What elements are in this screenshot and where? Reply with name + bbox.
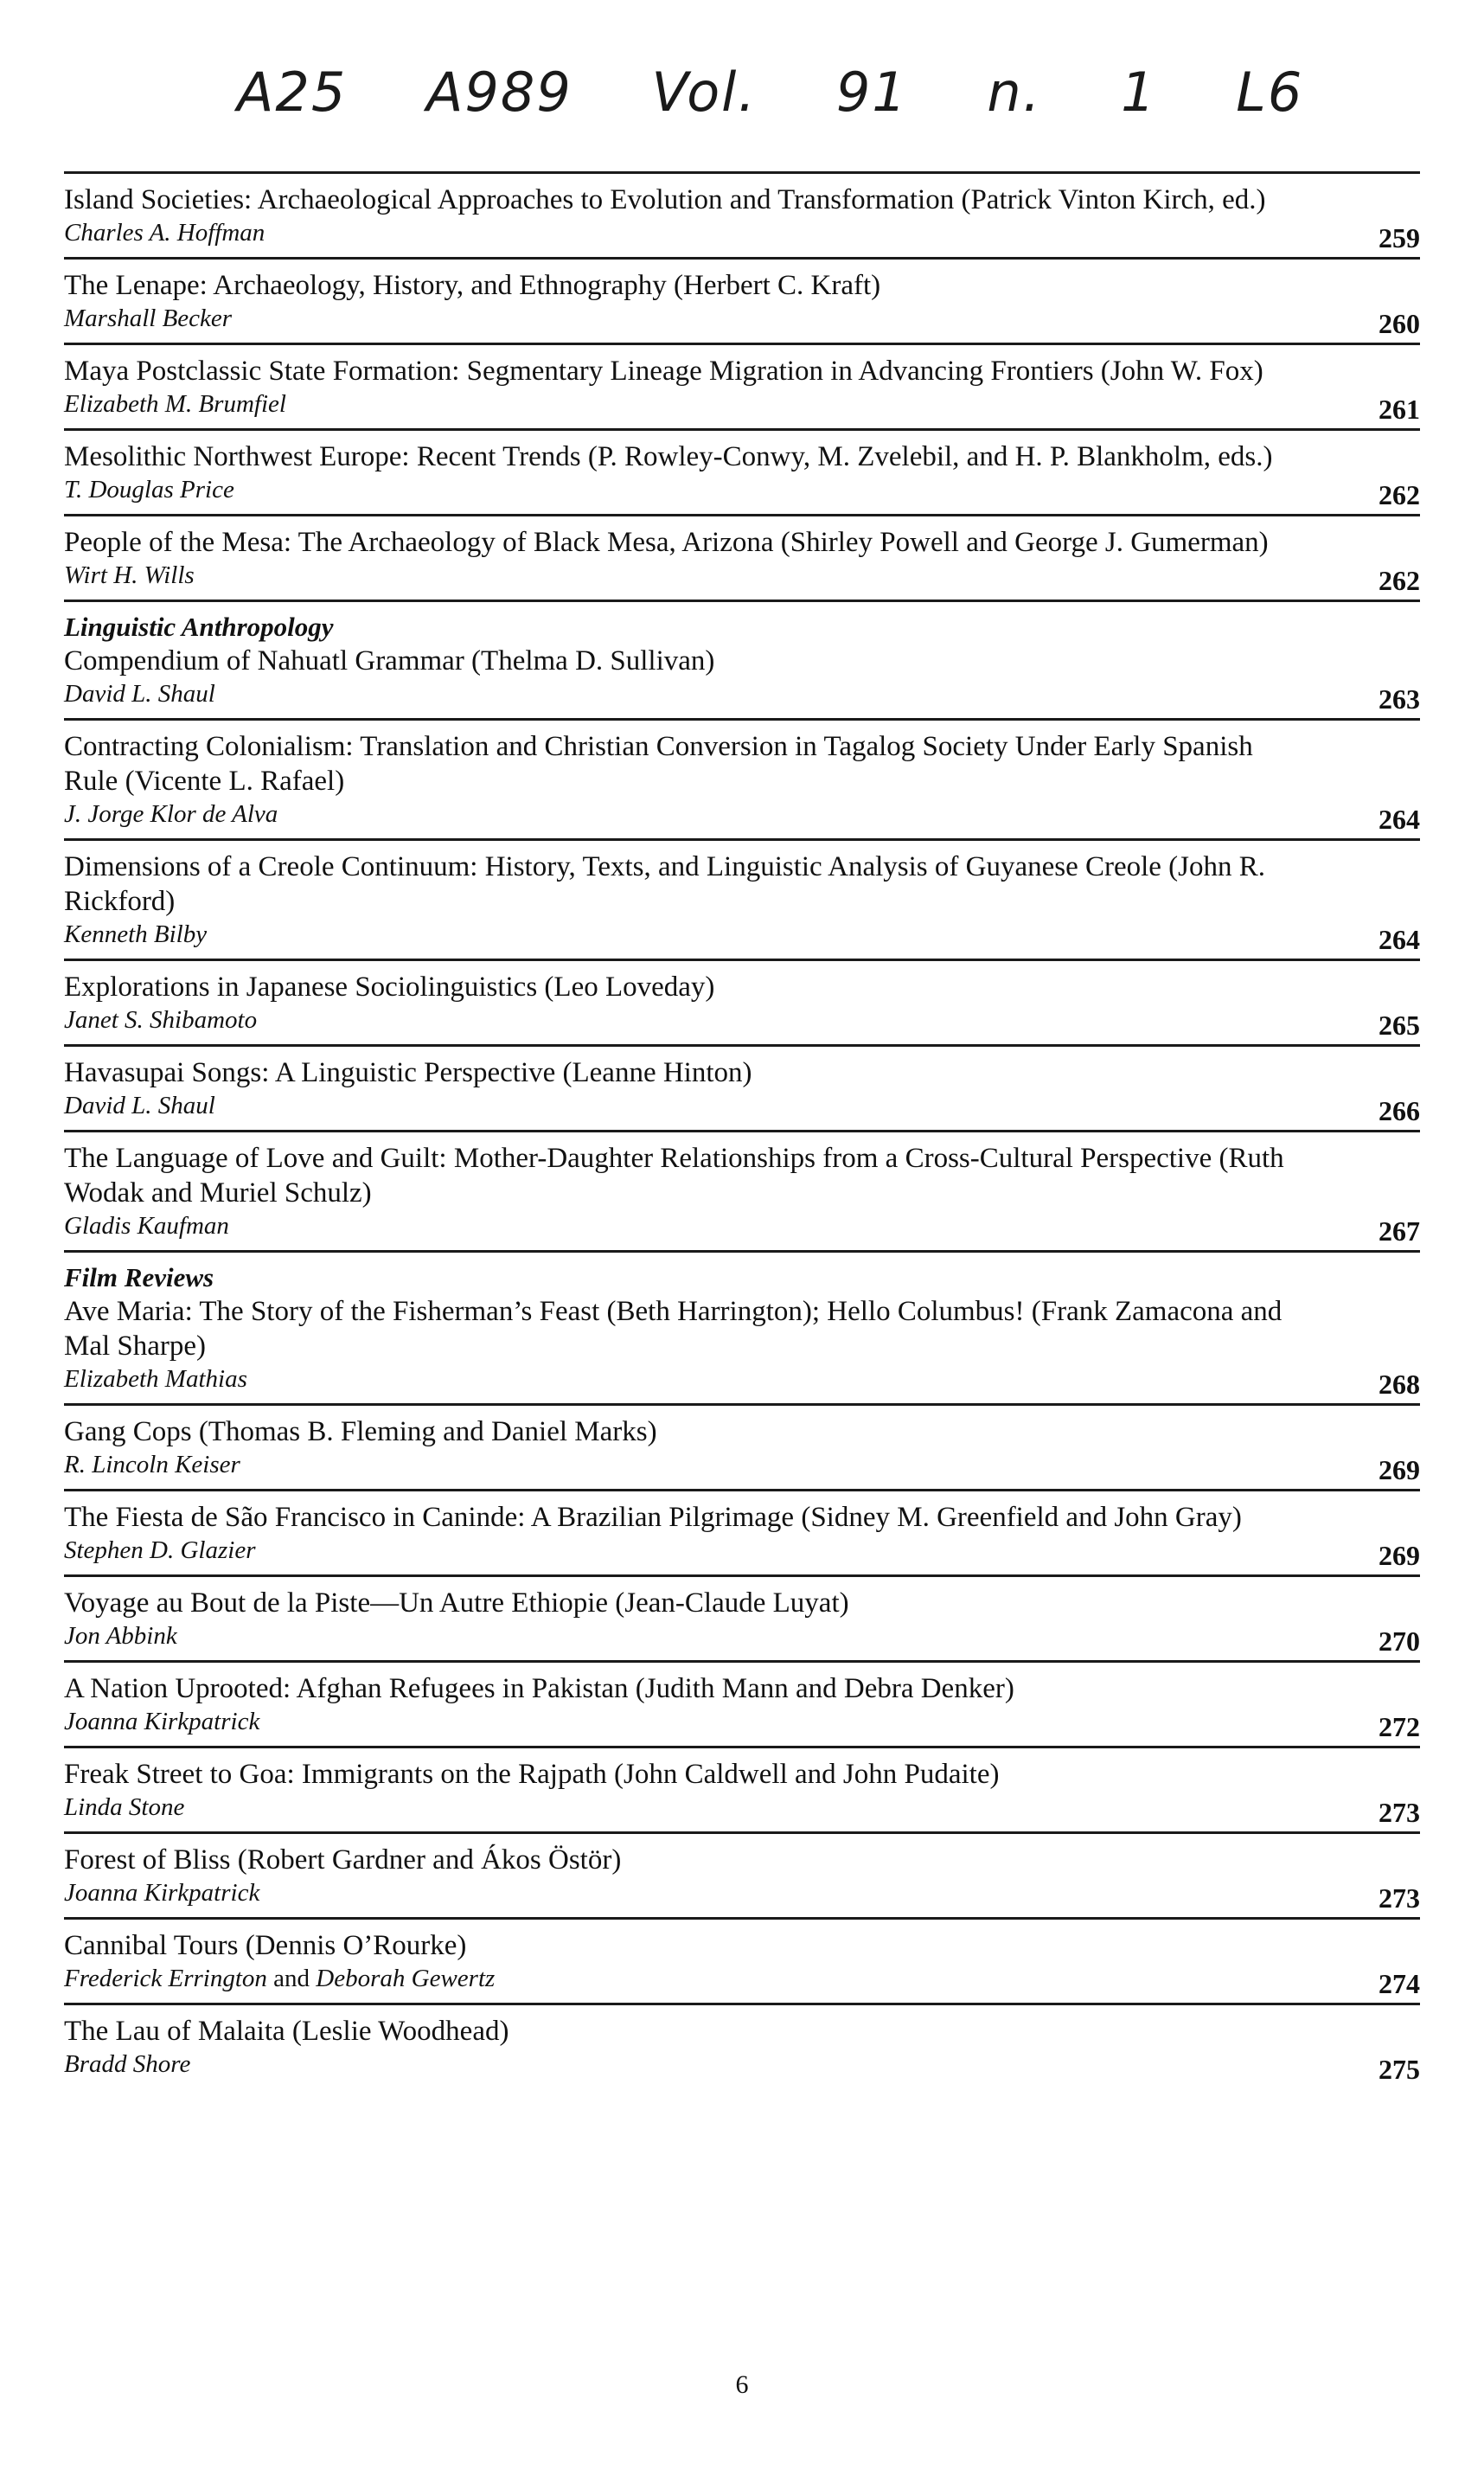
reviewer-row (64, 1210, 1420, 1247)
reviewer-name (64, 1090, 215, 1121)
reviewer-name (64, 678, 215, 709)
reviewer-primary: Elizabeth Mathias (64, 1365, 247, 1393)
reviewer-name (64, 303, 232, 334)
reviewer-row (64, 1620, 1420, 1657)
entry-page-number: 269 (1378, 1540, 1420, 1571)
reviewer-name (64, 1706, 259, 1737)
toc-entry (64, 1403, 1420, 1489)
reviewer-name (64, 1963, 495, 1994)
reviewer-primary: Charles A. Hoffman (64, 219, 265, 247)
toc-entry (64, 1831, 1420, 1917)
toc-entry (64, 1489, 1420, 1574)
toc-entry (64, 171, 1420, 257)
reviewer-primary: Marshall Becker (64, 305, 233, 332)
entry-title: Forest of Bliss (Robert Gardner and Ákos Östör) (64, 1844, 622, 1876)
toc-entry (64, 1130, 1420, 1250)
reviewer-row (64, 217, 1420, 253)
reviewer-primary: Jon Abbink (64, 1622, 177, 1650)
reviewer-row (64, 1877, 1420, 1914)
toc-entry (64, 1660, 1420, 1746)
entry-title: Havasupai Songs: A Linguistic Perspective (Leanne Hinton) (64, 1057, 752, 1088)
reviewer-primary: Linda Stone (64, 1793, 185, 1821)
reviewer-row (64, 1449, 1420, 1485)
entry-page-number: 268 (1378, 1369, 1420, 1400)
reviewer-row (64, 1004, 1420, 1041)
toc-entry (64, 959, 1420, 1044)
entry-title: Ave Maria: The Story of the Fisherman’s Feast (Beth Harrington); Hello Columbus! (Frank Zamacona and Mal Sharpe) (64, 1296, 1283, 1362)
entry-page-number: 265 (1378, 1010, 1420, 1041)
toc-entry (64, 1917, 1420, 2003)
toc-entry (64, 838, 1420, 959)
toc-entry (64, 1044, 1420, 1130)
toc-entry (64, 600, 1420, 718)
entry-page-number: 259 (1378, 222, 1420, 253)
toc-entry (64, 343, 1420, 428)
entry-title: The Language of Love and Guilt: Mother-Daughter Relationships from a Cross-Cultural Perspective (Ruth Wodak and Muriel Schulz) (64, 1143, 1284, 1209)
entry-title: The Lenape: Archaeology, History, and Ethnography (Herbert C. Kraft) (64, 270, 881, 301)
entry-page-number: 273 (1378, 1882, 1420, 1914)
entry-title: Dimensions of a Creole Continuum: History, Texts, and Linguistic Analysis of Guyanese Creole (John R. Rickford) (64, 851, 1266, 917)
reviewer-primary: Joanna Kirkpatrick (64, 1879, 260, 1907)
reviewer-secondary: Deborah Gewertz (316, 1965, 496, 1992)
entry-page-number: 261 (1378, 394, 1420, 425)
reviewer-row (64, 388, 1420, 425)
toc-entry (64, 718, 1420, 838)
reviewer-row (64, 678, 1420, 715)
entry-page-number: 270 (1378, 1626, 1420, 1657)
entry-title: Gang Cops (Thomas B. Fleming and Daniel Marks) (64, 1416, 657, 1447)
reviewer-primary: David L. Shaul (64, 1092, 215, 1119)
reviewer-name (64, 1449, 240, 1480)
entry-title: A Nation Uprooted: Afghan Refugees in Pakistan (Judith Mann and Debra Denker) (64, 1673, 1014, 1704)
entry-title: The Fiesta de São Francisco in Caninde: A Brazilian Pilgrimage (Sidney M. Greenfield and John Gray) (64, 1502, 1242, 1533)
reviewer-name (64, 2049, 190, 2080)
reviewer-primary: Wirt H. Wills (64, 561, 195, 589)
entry-page-number: 273 (1378, 1797, 1420, 1828)
reviewer-name (64, 1792, 184, 1823)
entry-title: Freak Street to Goa: Immigrants on the Rajpath (John Caldwell and John Pudaite) (64, 1759, 1000, 1790)
reviewer-name (64, 474, 234, 505)
entry-title: Compendium of Nahuatl Grammar (Thelma D. Sullivan) (64, 645, 715, 677)
reviewer-row (64, 798, 1420, 835)
entry-page-number: 272 (1378, 1711, 1420, 1742)
entry-title: Cannibal Tours (Dennis O’Rourke) (64, 1930, 467, 1961)
page-number: 6 (735, 2370, 749, 2399)
entry-page-number: 267 (1378, 1215, 1420, 1247)
reviewer-name (64, 798, 278, 830)
entry-title: Maya Postclassic State Formation: Segmentary Lineage Migration in Advancing Frontiers (John W. Fox) (64, 356, 1263, 387)
entry-page-number: 260 (1378, 308, 1420, 339)
handwritten-call-number: A25 A989 Vol. 91 n. 1 L6 (237, 61, 1304, 124)
entry-title: Mesolithic Northwest Europe: Recent Trends (P. Rowley-Conwy, M. Zvelebil, and H. P. Blankholm, eds.) (64, 441, 1273, 472)
toc-entry (64, 257, 1420, 343)
reviewer-primary: R. Lincoln Keiser (64, 1451, 240, 1478)
toc-entry (64, 1574, 1420, 1660)
toc-entry (64, 514, 1420, 600)
reviewer-row (64, 303, 1420, 339)
reviewer-name (64, 1535, 256, 1566)
reviewer-row (64, 1363, 1420, 1400)
section-heading: Linguistic Anthropology (64, 612, 334, 642)
reviewer-name (64, 919, 207, 950)
reviewer-primary: Bradd Shore (64, 2050, 191, 2078)
reviewer-row (64, 2049, 1420, 2085)
reviewer-name (64, 217, 265, 248)
reviewer-name (64, 1877, 259, 1908)
table-of-contents (64, 171, 1420, 2088)
reviewer-row (64, 1963, 1420, 1999)
entry-title: Island Societies: Archaeological Approaches to Evolution and Transformation (Patrick Vinton Kirch, ed.) (64, 184, 1266, 215)
entry-title: Explorations in Japanese Sociolinguistics (Leo Loveday) (64, 971, 715, 1003)
toc-entry (64, 1250, 1420, 1403)
entry-page-number: 262 (1378, 479, 1420, 510)
toc-entry (64, 1746, 1420, 1831)
reviewer-name (64, 388, 286, 420)
toc-entry (64, 2003, 1420, 2088)
entry-page-number: 262 (1378, 565, 1420, 596)
entry-page-number: 274 (1378, 1968, 1420, 1999)
reviewer-primary: Elizabeth M. Brumfiel (64, 390, 286, 418)
entry-page-number: 269 (1378, 1454, 1420, 1485)
reviewer-row (64, 919, 1420, 955)
entry-page-number: 263 (1378, 683, 1420, 715)
reviewer-row (64, 1706, 1420, 1742)
reviewer-primary: David L. Shaul (64, 680, 215, 708)
reviewer-row (64, 474, 1420, 510)
reviewer-primary: Janet S. Shibamoto (64, 1006, 258, 1034)
section-heading: Film Reviews (64, 1262, 214, 1292)
reviewer-name (64, 1004, 257, 1036)
reviewer-row (64, 1090, 1420, 1126)
reviewer-primary: Stephen D. Glazier (64, 1536, 256, 1564)
reviewer-primary: J. Jorge Klor de Alva (64, 800, 278, 828)
entry-title: Contracting Colonialism: Translation and Christian Conversion in Tagalog Society Under Early Spanish Rule (Vicente L. Rafael) (64, 731, 1253, 797)
reviewer-primary: Joanna Kirkpatrick (64, 1708, 260, 1735)
reviewer-primary: T. Douglas Price (64, 476, 234, 503)
reviewer-name (64, 1210, 229, 1241)
reviewer-row (64, 1792, 1420, 1828)
reviewer-primary: Kenneth Bilby (64, 920, 208, 948)
entry-page-number: 266 (1378, 1095, 1420, 1126)
toc-entry (64, 428, 1420, 514)
reviewer-primary: Frederick Errington (64, 1965, 267, 1992)
reviewer-primary: Gladis Kaufman (64, 1212, 229, 1240)
entry-page-number: 264 (1378, 804, 1420, 835)
reviewer-name (64, 560, 195, 591)
reviewer-joiner: and (273, 1965, 310, 1992)
entry-title: People of the Mesa: The Archaeology of Black Mesa, Arizona (Shirley Powell and George J. Gumerman) (64, 527, 1269, 558)
reviewer-name (64, 1620, 177, 1651)
entry-page-number: 264 (1378, 924, 1420, 955)
reviewer-row (64, 560, 1420, 596)
reviewer-row (64, 1535, 1420, 1571)
reviewer-name (64, 1363, 247, 1395)
entry-title: The Lau of Malaita (Leslie Woodhead) (64, 2016, 509, 2047)
document-page (64, 0, 1420, 2488)
entry-title: Voyage au Bout de la Piste—Un Autre Ethiopie (Jean-Claude Luyat) (64, 1587, 849, 1619)
entry-page-number: 275 (1378, 2054, 1420, 2085)
